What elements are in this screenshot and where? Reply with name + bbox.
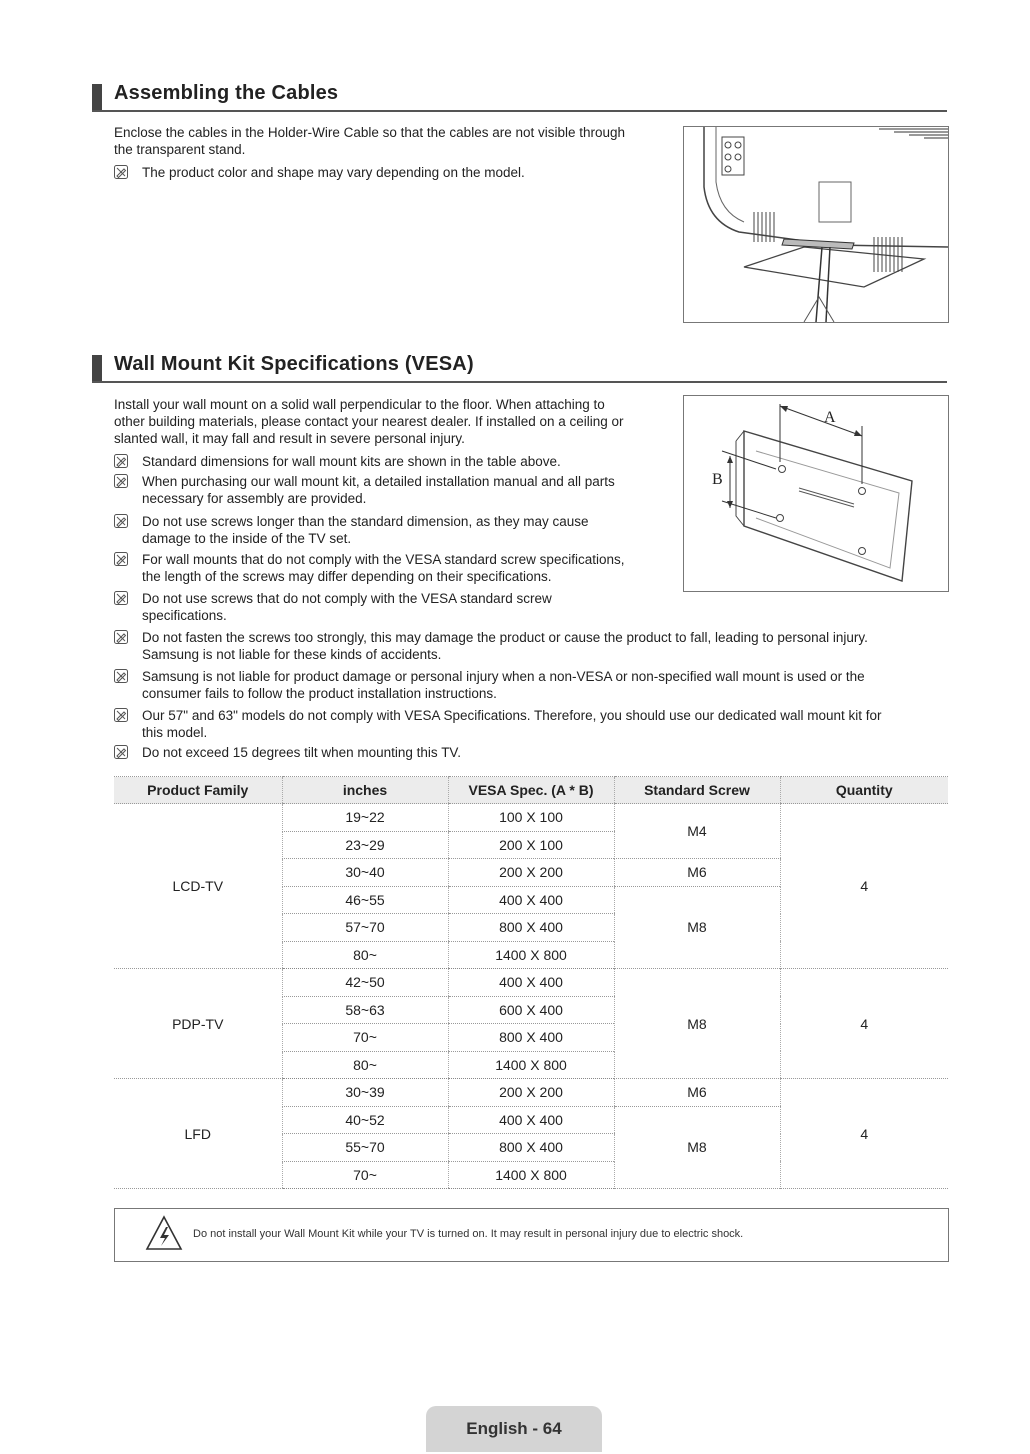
vesa-cell: 400 X 400 [448, 1106, 614, 1134]
note-line: necessary for assembly are provided. [142, 491, 367, 506]
inches-cell: 80~ [282, 941, 448, 969]
table-row [114, 969, 948, 997]
assembling-paragraph [114, 124, 625, 158]
note-line: specifications. [142, 608, 227, 623]
note-line: Samsung is not liable for these kinds of accidents. [142, 647, 442, 662]
section-heading-wall-mount [92, 355, 947, 383]
note-icon [114, 591, 128, 605]
para-line: other building materials, please contact your nearest dealer. If installed on a ceiling or [114, 414, 624, 429]
vesa-cell: 1400 X 800 [448, 941, 614, 969]
note-line: consumer fails to follow the product installation instructions. [142, 686, 497, 701]
vesa-cell: 800 X 400 [448, 914, 614, 942]
inches-cell: 42~50 [282, 969, 448, 997]
note-icon [114, 745, 128, 759]
inches-cell: 30~40 [282, 859, 448, 887]
note-text [142, 629, 868, 663]
note-item [114, 744, 934, 762]
wall-mount-intro [114, 396, 624, 447]
quantity-cell: 4 [780, 1079, 948, 1189]
inches-cell: 58~63 [282, 996, 448, 1024]
inches-cell: 57~70 [282, 914, 448, 942]
inches-cell: 80~ [282, 1051, 448, 1079]
inches-cell: 30~39 [282, 1079, 448, 1107]
screw-cell: M6 [614, 859, 780, 887]
product-family-cell: PDP-TV [114, 969, 282, 1079]
note-icon [114, 708, 128, 722]
note-item [114, 668, 934, 704]
note-line: the length of the screws may differ depending on their specifications. [142, 569, 552, 584]
col-header-product-family: Product Family [114, 777, 282, 804]
col-header-standard-screw: Standard Screw [614, 777, 780, 804]
screw-cell: M8 [614, 969, 780, 1079]
vesa-back-panel-drawing [684, 396, 948, 591]
vesa-cell: 1400 X 800 [448, 1051, 614, 1079]
note-item [114, 590, 934, 626]
note-icon [114, 165, 128, 179]
section-heading-assembling [92, 84, 947, 112]
inches-cell: 70~ [282, 1024, 448, 1052]
note-item [114, 629, 934, 665]
screw-cell: M6 [614, 1079, 780, 1107]
note-line: Our 57" and 63" models do not comply with VESA Specifications. Therefore, you should use our dedicated wall mount kit for [142, 708, 882, 723]
note-text [142, 551, 624, 585]
note-text: The product color and shape may vary depending on the model. [142, 165, 525, 180]
note-icon [114, 552, 128, 566]
table-header-row [114, 777, 948, 804]
heading-bar [92, 355, 102, 381]
note-icon [114, 514, 128, 528]
vesa-cell: 200 X 200 [448, 859, 614, 887]
quantity-cell: 4 [780, 969, 948, 1079]
vesa-cell: 200 X 100 [448, 831, 614, 859]
screw-cell: M8 [614, 886, 780, 969]
table-row [114, 1079, 948, 1107]
product-family-cell: LCD-TV [114, 804, 282, 969]
inches-cell: 70~ [282, 1161, 448, 1189]
note-line: Do not fasten the screws too strongly, this may damage the product or cause the product to fall, leading to personal injury. [142, 630, 868, 645]
inches-cell: 19~22 [282, 804, 448, 832]
screw-cell: M8 [614, 1106, 780, 1189]
note-icon [114, 630, 128, 644]
note-line: When purchasing our wall mount kit, a detailed installation manual and all parts [142, 474, 615, 489]
para-line: Enclose the cables in the Holder-Wire Cable so that the cables are not visible through [114, 125, 626, 140]
product-family-cell: LFD [114, 1079, 282, 1189]
note-text [142, 513, 589, 547]
section-title: Assembling the Cables [114, 82, 339, 104]
note-line: damage to the inside of the TV set. [142, 531, 352, 546]
vesa-cell: 100 X 100 [448, 804, 614, 832]
para-line: the transparent stand. [114, 142, 246, 157]
note-text [142, 590, 552, 624]
inches-cell: 40~52 [282, 1106, 448, 1134]
note-text [142, 707, 882, 741]
note-line: Do not use screws that do not comply with the VESA standard screw [142, 591, 552, 606]
vesa-cell: 1400 X 800 [448, 1161, 614, 1189]
note-line: this model. [142, 725, 208, 740]
vesa-cell: 800 X 400 [448, 1024, 614, 1052]
tv-stand-drawing [684, 127, 948, 322]
note-icon [114, 454, 128, 468]
warning-text: Do not install your Wall Mount Kit while your TV is turned on. It may result in personal injury due to electric shock. [193, 1228, 744, 1240]
table-row [114, 804, 948, 832]
electric-shock-warning [114, 1208, 949, 1262]
dimension-b-label: B [712, 471, 723, 488]
col-header-quantity: Quantity [780, 777, 948, 804]
vesa-cell: 400 X 400 [448, 886, 614, 914]
note-item [114, 164, 674, 182]
note-text [142, 473, 615, 507]
vesa-cell: 200 X 200 [448, 1079, 614, 1107]
inches-cell: 55~70 [282, 1134, 448, 1162]
quantity-cell: 4 [780, 804, 948, 969]
vesa-cell: 400 X 400 [448, 969, 614, 997]
dimension-a-label: A [824, 409, 836, 426]
vesa-dimension-illustration [683, 395, 949, 592]
col-header-vesa-spec: VESA Spec. (A * B) [448, 777, 614, 804]
note-item [114, 707, 934, 743]
para-line: Install your wall mount on a solid wall perpendicular to the floor. When attaching to [114, 397, 605, 412]
note-icon [114, 669, 128, 683]
page-number-footer: English - 64 [426, 1406, 602, 1452]
note-line: Do not use screws longer than the standard dimension, as they may cause [142, 514, 589, 529]
note-icon [114, 474, 128, 488]
note-text [142, 668, 865, 702]
note-line: Samsung is not liable for product damage or personal injury when a non-VESA or non-specified wall mount is used or the [142, 669, 865, 684]
heading-bar [92, 84, 102, 110]
note-line: For wall mounts that do not comply with the VESA standard screw specifications, [142, 552, 625, 567]
section-title: Wall Mount Kit Specifications (VESA) [114, 353, 474, 375]
para-line: slanted wall, it may fall and result in severe personal injury. [114, 431, 465, 446]
vesa-spec-table [114, 776, 948, 1189]
note-text: Do not exceed 15 degrees tilt when mounting this TV. [142, 745, 461, 760]
inches-cell: 46~55 [282, 886, 448, 914]
vesa-cell: 600 X 400 [448, 996, 614, 1024]
screw-cell: M4 [614, 804, 780, 859]
cable-assembly-illustration [683, 126, 949, 323]
electric-hazard-icon [145, 1215, 183, 1251]
inches-cell: 23~29 [282, 831, 448, 859]
col-header-inches: inches [282, 777, 448, 804]
note-text: Standard dimensions for wall mount kits are shown in the table above. [142, 454, 561, 469]
vesa-cell: 800 X 400 [448, 1134, 614, 1162]
